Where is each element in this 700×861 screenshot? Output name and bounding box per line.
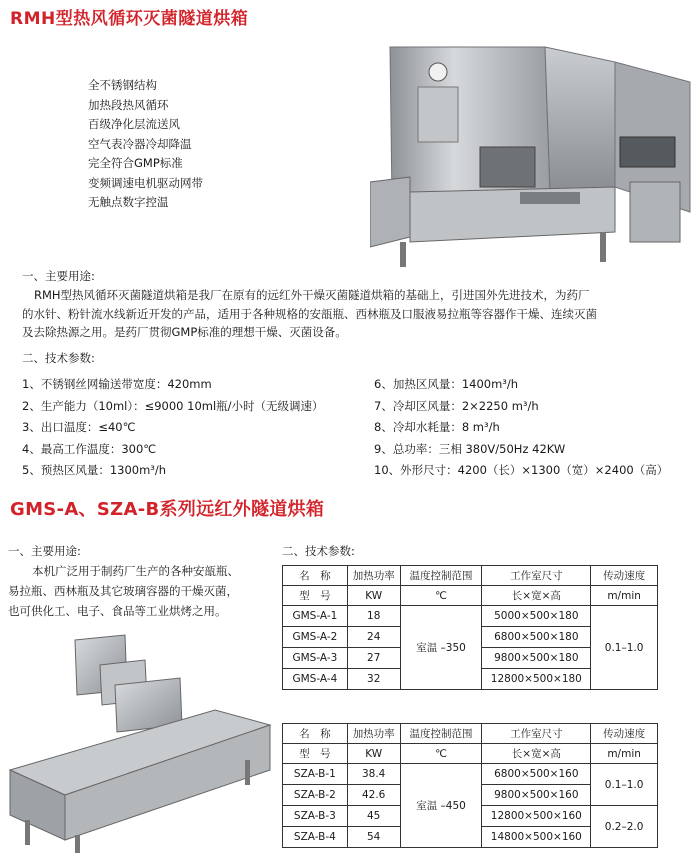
table-header: 工作室尺寸: [482, 566, 591, 586]
size-cell: 14800×500×160: [482, 827, 591, 848]
params-right: [374, 374, 668, 482]
param-item: 6、加热区风量：1400m³/h: [374, 377, 519, 391]
model-cell: GMS-A-1: [283, 606, 348, 627]
feature-item: 无触点数字控温: [88, 195, 169, 209]
table-unit: ℃: [400, 586, 482, 606]
usage-line: 的水针、粉针流水线新近开发的产品，适用于各种规格的安瓿瓶、西林瓶及口服液易拉瓶等容器作干燥、连续灭菌: [22, 306, 597, 321]
param-item: 9、总功率：三相 380V/50Hz 42KW: [374, 441, 566, 456]
power-cell: 45: [347, 806, 400, 827]
usage-line: 及去除热源之用。是药厂贯彻GMP标准的理想干燥、灭菌设备。: [22, 325, 347, 339]
size-cell: 6800×500×160: [482, 764, 591, 785]
speed-cell: 0.1–1.0: [591, 606, 658, 690]
size-cell: 12800×500×180: [482, 669, 591, 690]
power-cell: 54: [347, 827, 400, 848]
param-item: 7、冷却区风量：2×2250 m³/h: [374, 398, 539, 413]
table-unit: ℃: [400, 744, 482, 764]
feature-item: 空气表冷器冷却降温: [88, 136, 192, 151]
gms-sza-title: GMS-A、SZA-B系列远红外隧道烘箱: [10, 499, 325, 520]
power-cell: 27: [347, 648, 400, 669]
param-item: 5、预热区风量：1300m³/h: [22, 463, 167, 477]
temp-cell: 室温 –450: [400, 764, 482, 848]
usage-line: 本机广泛用于制药厂生产的各种安瓿瓶、: [32, 564, 239, 578]
table-unit: 长×宽×高: [482, 744, 591, 764]
usage-paragraph-2: [8, 561, 239, 621]
table-row: [283, 606, 658, 627]
table-unit: KW: [347, 586, 400, 606]
size-cell: 9800×500×180: [482, 648, 591, 669]
model-cell: GMS-A-2: [283, 627, 348, 648]
temp-cell: 室温 –350: [400, 606, 482, 690]
model-cell: GMS-A-4: [283, 669, 348, 690]
feature-item: 百级净化层流送风: [88, 117, 180, 131]
table-header: 名 称: [283, 566, 348, 586]
usage-line: 易拉瓶、西林瓶及其它玻璃容器的干燥灭菌，: [8, 584, 238, 598]
rmh-title: RMH型热风循环灭菌隧道烘箱: [10, 9, 249, 29]
table-header: 温度控制范围: [400, 724, 482, 744]
speed-cell: 0.1–1.0: [591, 764, 658, 806]
model-cell: SZA-B-3: [283, 806, 348, 827]
feature-item: 加热段热风循环: [88, 97, 169, 112]
feature-list: [88, 76, 203, 213]
feature-item: 变频调速电机驱动网带: [88, 175, 203, 190]
power-cell: 32: [347, 669, 400, 690]
usage-line: RMH型热风循环灭菌隧道烘箱是我厂在原有的远红外干燥灭菌隧道烘箱的基础上，引进国外先进技术，为药厂: [34, 288, 590, 302]
table-header: 工作室尺寸: [482, 724, 591, 744]
table-header: 温度控制范围: [400, 566, 482, 586]
size-cell: 12800×500×160: [482, 806, 591, 827]
table-header: 加热功率: [347, 724, 400, 744]
param-item: 4、最高工作温度：300℃: [22, 441, 157, 456]
speed-cell: 0.2–2.0: [591, 806, 658, 848]
feature-item: 全不锈钢结构: [88, 78, 157, 92]
table-unit: m/min: [591, 744, 658, 764]
model-cell: SZA-B-2: [283, 785, 348, 806]
usage-line: 也可供化工、电子、食品等工业烘烤之用。: [8, 604, 227, 618]
table-unit: 型 号: [283, 744, 348, 764]
usage-heading: 一、主要用途:: [22, 269, 95, 283]
power-cell: 38.4: [347, 764, 400, 785]
param-item: 1、不锈钢丝网输送带宽度：420mm: [22, 377, 212, 391]
size-cell: 9800×500×160: [482, 785, 591, 806]
param-item: 2、生产能力（10ml）：≤9000 10ml瓶/小时（无级调速）: [22, 398, 324, 413]
usage-heading-2: 一、主要用途:: [8, 544, 81, 558]
power-cell: 42.6: [347, 785, 400, 806]
power-cell: 24: [347, 627, 400, 648]
param-item: 3、出口温度：≤40℃: [22, 420, 136, 434]
table-unit: m/min: [591, 586, 658, 606]
table-header: 传动速度: [591, 724, 658, 744]
rmh-machine-image: [370, 42, 695, 274]
gms-table: [282, 565, 658, 690]
params-left: [22, 374, 324, 482]
table-header: 名 称: [283, 724, 348, 744]
sza-table: [282, 723, 658, 848]
table-row: [283, 764, 658, 785]
model-cell: GMS-A-3: [283, 648, 348, 669]
model-cell: SZA-B-1: [283, 764, 348, 785]
params-heading: 二、技术参数:: [22, 351, 95, 365]
table-header: 加热功率: [347, 566, 400, 586]
feature-item: 完全符合GMP标准: [88, 156, 183, 170]
table-unit: KW: [347, 744, 400, 764]
usage-paragraph: [22, 286, 682, 342]
gms-machine-image: [5, 630, 275, 855]
model-cell: SZA-B-4: [283, 827, 348, 848]
power-cell: 18: [347, 606, 400, 627]
size-cell: 6800×500×180: [482, 627, 591, 648]
table-unit: 长×宽×高: [482, 586, 591, 606]
table-unit: 型 号: [283, 586, 348, 606]
table-header: 传动速度: [591, 566, 658, 586]
size-cell: 5000×500×180: [482, 606, 591, 627]
params-heading-2: 二、技术参数:: [282, 544, 355, 558]
param-item: 8、冷却水耗量：8 m³/h: [374, 420, 500, 434]
param-item: 10、外形尺寸：4200（长）×1300（宽）×2400（高）: [374, 463, 669, 477]
